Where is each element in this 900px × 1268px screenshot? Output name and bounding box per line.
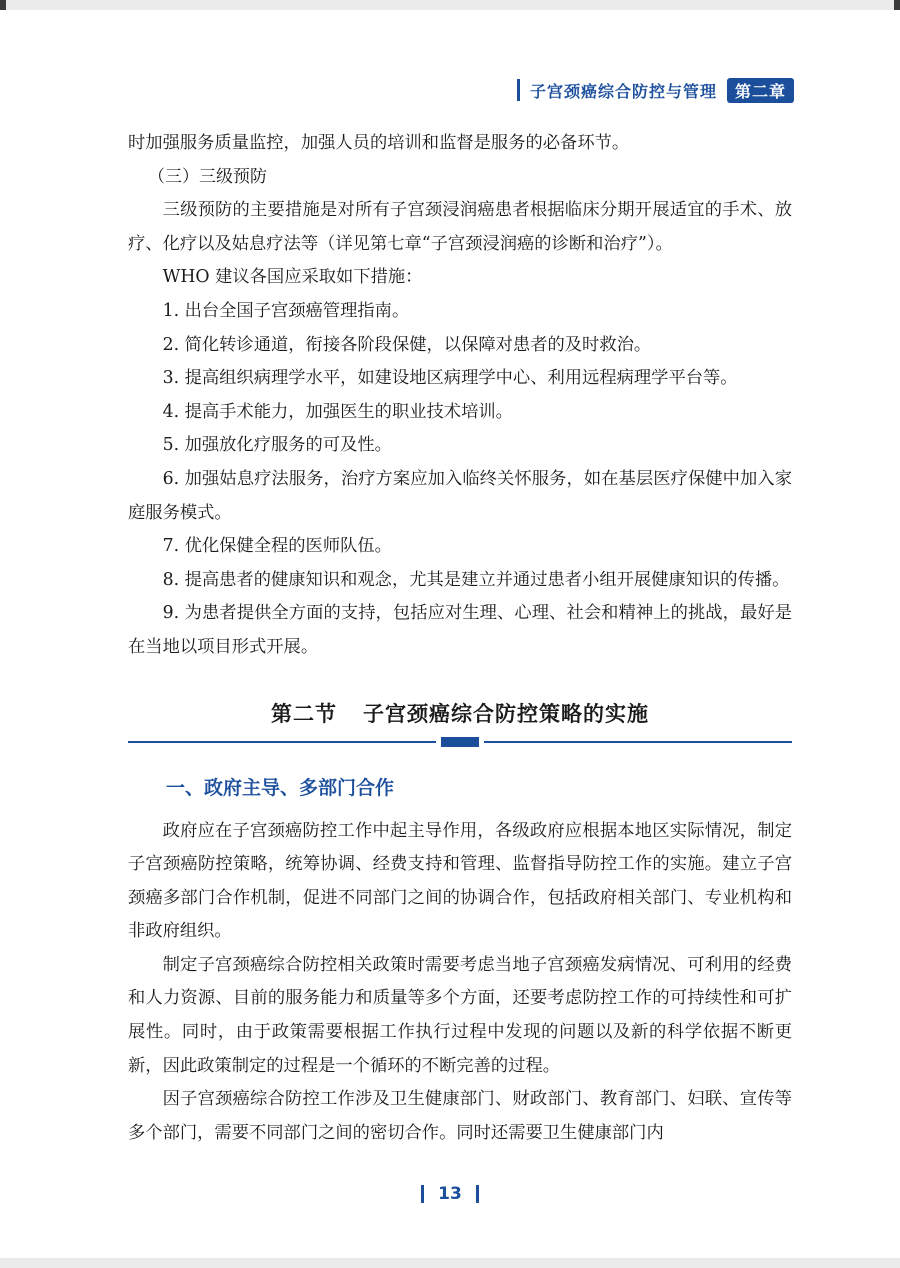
top-right-corner-mark [894, 0, 900, 10]
continuation-paragraph: 时加强服务质量监控，加强人员的培训和监督是服务的必备环节。 [128, 133, 630, 153]
body-paragraph: 政府应在子宫颈癌防控工作中起主导作用，各级政府应根据本地区实际情况，制定子宫颈癌防控策略，统筹协调、经费支持和管理、监督指导防控工作的实施。建立子宫颈癌多部门合作机制，促进不同部门之间的协调合作，包括政府相关部门、专业机构和非政府组织。 [128, 820, 792, 942]
footer-divider-left [421, 1185, 424, 1203]
page-number: 13 [438, 1184, 462, 1204]
page-content [128, 127, 792, 1150]
list-item: 3. 提高组织病理学水平，如建设地区病理学中心、利用远程病理学平台等。 [162, 368, 738, 389]
running-header [517, 78, 794, 102]
list-item: 2. 简化转诊通道，衔接各阶段保健，以保障对患者的及时救治。 [162, 334, 652, 355]
section-title [128, 699, 792, 729]
list-item: 5. 加强放化疗服务的可及性。 [162, 435, 392, 456]
subsection-title: 一、政府主导、多部门合作 [166, 776, 395, 799]
chapter-badge: 第二章 [727, 78, 794, 103]
list-item: 7. 优化保健全程的医师队伍。 [162, 536, 392, 557]
section-number: 第二节 [271, 701, 337, 726]
top-edge-bar [0, 0, 900, 10]
list-item: 1. 出台全国子宫颈癌管理指南。 [162, 300, 410, 321]
book-title: 子宫颈癌综合防控与管理 [529, 81, 717, 101]
section-rule [128, 737, 792, 747]
tertiary-prevention-paragraph: 三级预防的主要措施是对所有子宫颈浸润癌患者根据临床分期开展适宜的手术、放疗、化疗以及姑息疗法等（详见第七章“子宫颈浸润癌的诊断和治疗”）。 [128, 200, 792, 254]
bottom-edge-bar [0, 1258, 900, 1268]
list-item: 8. 提高患者的健康知识和观念，尤其是建立并通过患者小组开展健康知识的传播。 [162, 569, 790, 590]
page-footer [0, 1184, 900, 1204]
list-item: 6. 加强姑息疗法服务，治疗方案应加入临终关怀服务，如在基层医疗保健中加入家庭服务模式。 [128, 468, 792, 523]
tertiary-prevention-heading: （三）三级预防 [148, 166, 267, 187]
list-item: 9. 为患者提供全方面的支持，包括应对生理、心理、社会和精神上的挑战，最好是在当地以项目形式开展。 [128, 603, 792, 657]
section-heading [128, 699, 792, 747]
list-item: 4. 提高手术能力，加强医生的职业技术培训。 [162, 401, 513, 422]
top-left-corner-mark [0, 0, 6, 10]
who-intro: WHO 建议各国应采取如下措施： [162, 267, 423, 288]
section-title-text: 子宫颈癌综合防控策略的实施 [363, 701, 649, 726]
body-paragraph: 因子宫颈癌综合防控工作涉及卫生健康部门、财政部门、教育部门、妇联、宣传等多个部门，需要不同部门之间的密切合作。同时还需要卫生健康部门内 [128, 1089, 792, 1143]
header-divider [517, 79, 520, 101]
body-paragraph: 制定子宫颈癌综合防控相关政策时需要考虑当地子宫颈癌发病情况、可利用的经费和人力资源、目前的服务能力和质量等多个方面，还要考虑防控工作的可持续性和可扩展性。同时，由于政策需要根据工作执行过程中发现的问题以及新的科学依据不断更新，因此政策制定的过程是一个循环的不断完善的过程。 [128, 954, 792, 1076]
footer-divider-right [476, 1185, 479, 1203]
